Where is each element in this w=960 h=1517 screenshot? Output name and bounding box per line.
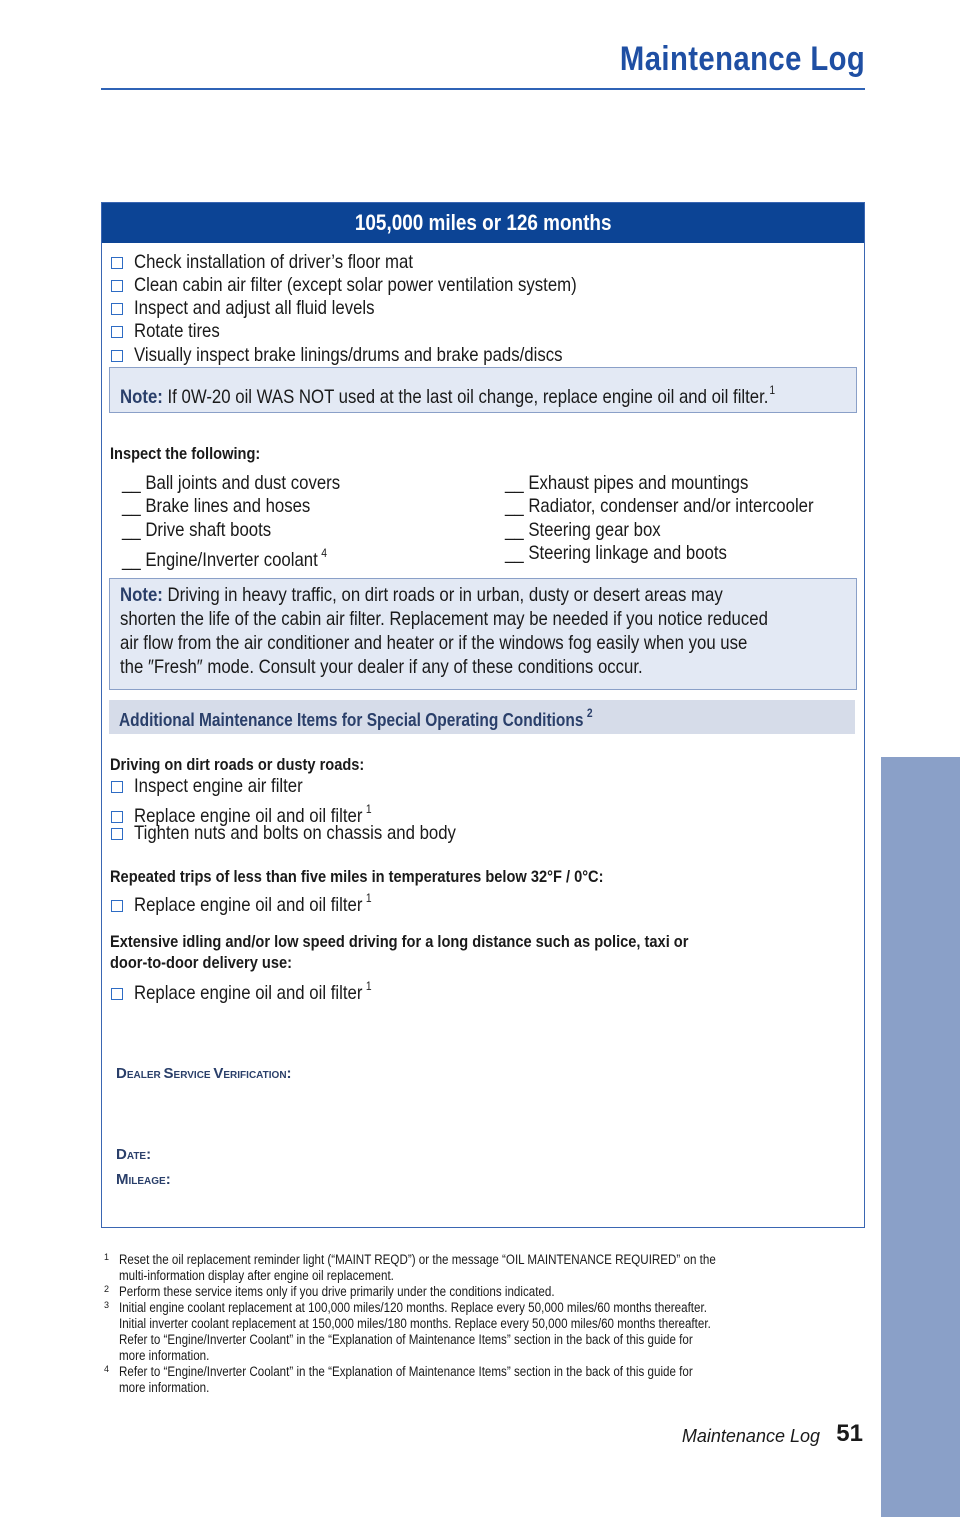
note-label: Note: [120, 386, 163, 408]
page-title: Maintenance Log [619, 40, 865, 78]
interval-title: 105,000 miles or 126 months [354, 210, 612, 235]
inspect-item: __ Exhaust pipes and mountings [505, 472, 749, 494]
checkbox-icon[interactable] [111, 303, 123, 315]
idling-heading-line2: door-to-door delivery use: [110, 953, 292, 972]
inspect-item: __ Brake lines and hoses [122, 495, 311, 517]
footnote-ref: 1 [365, 891, 372, 905]
inspect-item: __ Engine/Inverter coolant $^4$ [122, 546, 327, 571]
checklist-item: Rotate tires [111, 320, 234, 343]
checkbox-icon[interactable] [111, 350, 123, 362]
checklist-item: Replace engine oil and oil filter $^1$ [111, 798, 410, 821]
inspect-item: __ Ball joints and dust covers [122, 472, 341, 494]
note-label: Note: [120, 584, 163, 606]
footnote-ref: 1 [365, 979, 372, 993]
footnote: 4 Refer to “Engine/Inverter Coolant” in the “Explanation of Maintenance Items” section in the back of this guide for more information. [104, 1364, 693, 1395]
oil-note-text: If 0W-20 oil WAS NOT used at the last oil change, replace engine oil and oil filter. [167, 386, 769, 408]
dirt-roads-heading: Driving on dirt roads or dusty roads: [110, 755, 365, 774]
idling-heading-line1: Extensive idling and/or low speed driving for a long distance such as police, taxi or [110, 932, 689, 951]
inspect-heading: Inspect the following: [110, 444, 261, 463]
checklist-item: Visually inspect brake linings/drums and brake pads/discs [111, 344, 632, 367]
footnote-ref: 4 [321, 546, 327, 560]
checklist-item: Tighten nuts and bolts on chassis and body [111, 822, 508, 845]
oil-note-box [109, 367, 857, 413]
checklist-item: Check installation of driver’s floor mat [111, 251, 458, 274]
checkbox-icon[interactable] [111, 326, 123, 338]
additional-items-heading: Additional Maintenance Items for Special Operating Conditions [119, 710, 584, 730]
inspect-item: __ Drive shaft boots [122, 519, 272, 541]
checklist-item: Inspect engine air filter [111, 775, 330, 798]
inspect-item: __ Radiator, condenser and/or intercooler [505, 495, 814, 517]
dealer-verification-label: DEALER SERVICE VERIFICATION: [116, 1065, 292, 1082]
checklist-item: Inspect and adjust all fluid levels [111, 297, 414, 320]
checkbox-icon[interactable] [111, 900, 123, 912]
checkbox-icon[interactable] [111, 280, 123, 292]
checklist-item: Replace engine oil and oil filter $^1$ [111, 975, 410, 998]
footer-section-label: Maintenance Log [681, 1426, 820, 1446]
interval-title-band [102, 203, 864, 243]
footnote-ref: 1 [365, 802, 372, 816]
footnotes [104, 1252, 864, 1396]
inspect-item: __ Steering gear box [505, 519, 661, 541]
header-divider [101, 88, 865, 90]
footnote-ref: 1 [769, 383, 776, 397]
side-tab-label: MAINTENANCE [25, 1027, 56, 1243]
checkbox-icon[interactable] [111, 828, 123, 840]
checkbox-icon[interactable] [111, 988, 123, 1000]
short-trips-heading: Repeated trips of less than five miles in temperatures below 32°F / 0°C: [110, 867, 604, 886]
side-tab [881, 757, 960, 1517]
mileage-label: MILEAGE: [116, 1171, 171, 1188]
date-label: DATE: [116, 1146, 152, 1163]
cabin-filter-note-box: Note: Driving in heavy traffic, on dirt roads or in urban, dusty or desert areas may shorten the life of the cabin air filter. Replacement may be needed if you notice reduced air flow from the air conditioner and heater or if the windows fog easily when you use the ″Fresh″ mode. Consult your dealer if any of these conditions occur. [109, 578, 857, 690]
inspect-item: __ Steering linkage and boots [505, 542, 727, 564]
checkbox-icon[interactable] [111, 257, 123, 269]
footnote: 1 Reset the oil replacement reminder light (“MAINT REQD”) or the message “OIL MAINTENANCE REQUIRED” on the multi-information display after engine oil replacement. [104, 1252, 716, 1283]
maintenance-card [101, 202, 865, 1228]
checkbox-icon[interactable] [111, 781, 123, 793]
checklist-item: Replace engine oil and oil filter $^1$ [111, 887, 410, 910]
footnote: 3 Initial engine coolant replacement at 100,000 miles/120 months. Replace every 50,000 miles/60 months thereafter. Initial inverter coolant replacement at 150,000 miles/180 months. Replace every 50,000 miles/60 months thereafter. Refer to “Engine/Inverter Coolant” in the “Explanation of Maintenance Items” section in the back of this guide for more information. [104, 1300, 711, 1363]
page-number: 51 [836, 1420, 863, 1447]
footnote-ref: 2 [586, 706, 593, 720]
checklist-item: Clean cabin air filter (except solar power ventilation system) [111, 274, 649, 297]
additional-items-band [109, 700, 855, 734]
footnote: 2 Perform these service items only if you drive primarily under the conditions indicated. [104, 1284, 555, 1299]
